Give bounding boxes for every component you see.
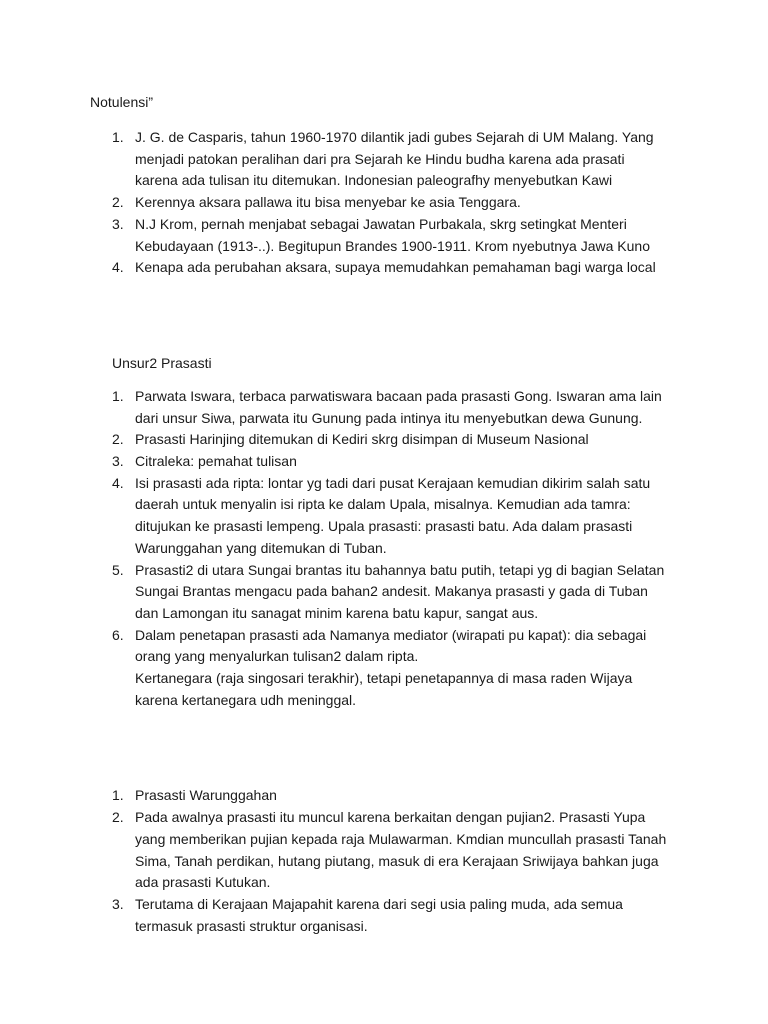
list-number: 1. [112,787,124,804]
list-number: 3. [112,453,124,470]
notes-list-2 [90,386,668,712]
list-item-text: Pada awalnya prasasti itu muncul karena berkaitan dengan pujian2. Prasasti Yupa yang memberikan pujian kepada raja Mulawarman. Kmdian muncullah prasasti Tanah Sima, Tanah perdikan, hutang piutang, masuk di era Kerajaan Sriwijaya bahkan juga ada prasasti Kutukan. [135,809,667,891]
list-number: 3. [112,215,124,232]
list-item-continuation: Kertanegara (raja singosari terakhir), tetapi penetapannya di masa raden Wijaya karena kertanegara udh meninggal. [135,670,633,708]
document-title: Notulensi” [90,94,154,110]
list-item-text: Prasasti2 di utara Sungai brantas itu bahannya batu putih, tetapi yg di bagian Selatan Sungai Brantas mengacu pada bahan2 andesit. Makanya prasasti y gada di Tuban dan Lamongan itu sanagat minim karena batu kapur, sangat aus. [135,561,665,621]
section-heading-unsur: Unsur2 Prasasti [112,354,212,371]
list-number: 1. [112,387,124,404]
list-number: 4. [112,474,124,491]
list-item-text: Kenapa ada perubahan aksara, supaya memudahkan pemahaman bagi warga local [135,259,656,276]
list-item-text: J. G. de Casparis, tahun 1960-1970 dilantik jadi gubes Sejarah di UM Malang. Yang menjadi patokan peralihan dari pra Sejarah ke Hindu budha karena ada prasati karena ada tulisan itu ditemukan. Indonesian paleografhy menyebutkan Kawi [135,129,654,189]
list-number: 3. [112,895,124,912]
list-number: 2. [112,194,124,211]
list-number: 6. [112,626,124,643]
list-item-text: Prasasti Warunggahan [135,787,277,804]
list-item [112,192,668,214]
list-item [112,429,668,451]
list-item [112,807,668,894]
list-item [112,214,668,257]
list-item [112,894,668,937]
list-item-text: N.J Krom, pernah menjabat sebagai Jawatan Purbakala, skrg setingkat Menteri Kebudayaan (1913-..). Begitupun Brandes 1900-1911. Krom nyebutnya Jawa Kuno [135,215,650,254]
list-item-text: Terutama di Kerajaan Majapahit karena dari segi usia paling muda, ada semua termasuk prasasti struktur organisasi. [135,895,623,934]
notes-list-1 [90,127,668,279]
list-number: 1. [112,129,124,145]
list-item [112,560,668,625]
list-item-text: Parwata Iswara, terbaca parwatiswara bacaan pada prasasti Gong. Iswaran ama lain dari unsur Siwa, parwata itu Gunung pada intinya itu menyebutkan dewa Gunung. [135,387,662,426]
list-item-text: Dalam penetapan prasasti ada Namanya mediator (wirapati pu kapat): dia sebagai orang yang menyalurkan tulisan2 dalam ripta. [135,626,647,665]
list-number: 2. [112,431,124,448]
list-item [112,127,668,192]
list-item [112,625,668,712]
list-item [112,473,668,560]
list-item [112,386,668,429]
list-item-text: Kerennya aksara pallawa itu bisa menyebar ke asia Tenggara. [135,194,521,211]
list-item [112,257,668,279]
list-number: 2. [112,809,124,826]
list-item [112,785,668,807]
list-number: 5. [112,561,124,578]
list-item-text: Citraleka: pemahat tulisan [135,453,297,470]
list-item [112,451,668,473]
list-number: 4. [112,259,124,276]
list-item-text: Isi prasasti ada ripta: lontar yg tadi dari pusat Kerajaan kemudian dikirim salah satu daerah untuk menyalin isi ripta ke dalam Upala, misalnya. Kemudian ada tamra: ditujukan ke prasasti lempeng. Upala prasasti: prasasti batu. Ada dalam prasasti Warunggahan yang ditemukan di Tuban. [135,474,651,556]
list-item-text: Prasasti Harinjing ditemukan di Kediri skrg disimpan di Museum Nasional [135,431,589,448]
notes-list-3 [90,785,668,937]
